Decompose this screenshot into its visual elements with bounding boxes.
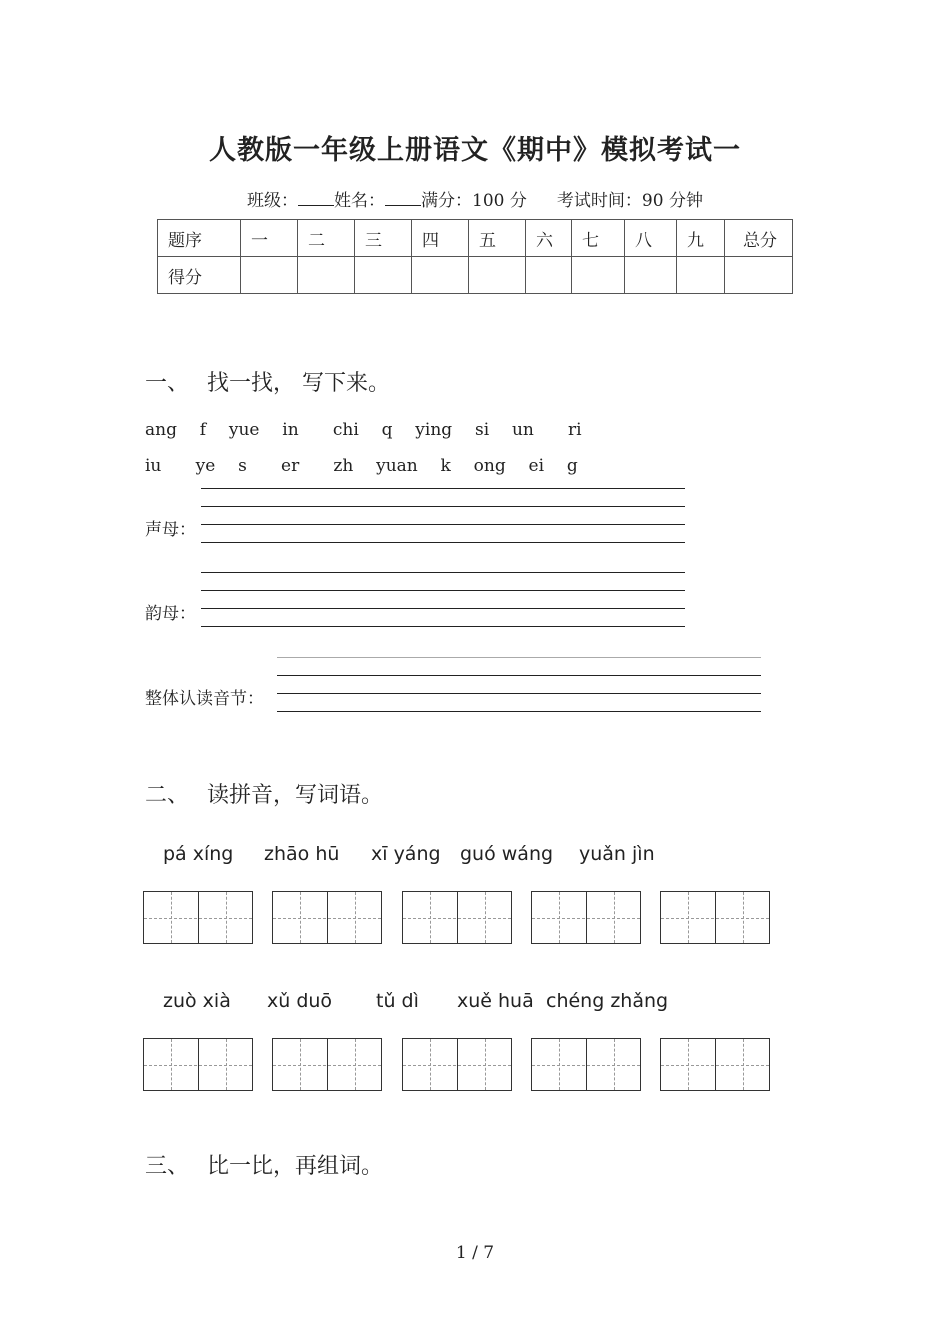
section-number: 三、 bbox=[145, 1154, 190, 1179]
score-cell[interactable] bbox=[469, 257, 526, 294]
pinyin-word: xī yáng bbox=[371, 843, 441, 865]
writing-box[interactable] bbox=[402, 891, 512, 944]
zhengti-label: 整体认读音节： bbox=[145, 689, 264, 709]
pinyin-word: chéng zhǎng bbox=[546, 990, 669, 1012]
pinyin-word: xuě huā bbox=[457, 990, 534, 1012]
class-blank[interactable] bbox=[298, 191, 334, 206]
score-table-header-row bbox=[158, 220, 793, 257]
exam-time: 考试时间：90 分钟 bbox=[556, 191, 703, 211]
table-cell: 五 bbox=[469, 220, 526, 257]
writing-box[interactable] bbox=[402, 1038, 512, 1091]
score-cell[interactable] bbox=[572, 257, 625, 294]
score-cell[interactable] bbox=[298, 257, 355, 294]
table-cell: 二 bbox=[298, 220, 355, 257]
answer-line[interactable] bbox=[201, 524, 685, 525]
writing-box[interactable] bbox=[660, 1038, 770, 1091]
exam-info bbox=[0, 186, 950, 211]
answer-line[interactable] bbox=[277, 657, 761, 658]
section-1-heading bbox=[145, 366, 390, 397]
answer-line[interactable] bbox=[201, 590, 685, 591]
name-label: 姓名： bbox=[334, 191, 386, 211]
answer-line[interactable] bbox=[277, 693, 761, 694]
section-3-heading bbox=[145, 1149, 383, 1180]
section-title: 比一比，再组词。 bbox=[207, 1154, 384, 1179]
answer-line[interactable] bbox=[277, 675, 761, 676]
table-cell: 七 bbox=[572, 220, 625, 257]
score-cell[interactable] bbox=[625, 257, 677, 294]
answer-line[interactable] bbox=[201, 488, 685, 489]
writing-box[interactable] bbox=[531, 1038, 641, 1091]
full-score: 满分：100 分 bbox=[421, 191, 527, 211]
table-cell: 九 bbox=[677, 220, 725, 257]
score-cell[interactable] bbox=[241, 257, 298, 294]
yunmu-label: 韵母： bbox=[145, 604, 196, 624]
class-label: 班级： bbox=[247, 191, 299, 211]
score-cell[interactable] bbox=[526, 257, 572, 294]
score-cell[interactable] bbox=[412, 257, 469, 294]
section-title: 读拼音，写词语。 bbox=[207, 783, 384, 808]
pinyin-line-2: iu ye s er zh yuan k ong ei g bbox=[145, 456, 578, 476]
table-cell: 八 bbox=[625, 220, 677, 257]
pinyin-line-1: ang f yue in chi q ying si un ri bbox=[145, 420, 582, 440]
score-cell[interactable] bbox=[677, 257, 725, 294]
pinyin-word: pá xíng bbox=[163, 843, 234, 865]
pinyin-word: tǔ dì bbox=[376, 990, 419, 1012]
pinyin-word: xǔ duō bbox=[267, 990, 333, 1012]
answer-line[interactable] bbox=[201, 626, 685, 627]
score-table bbox=[157, 219, 793, 294]
table-cell: 得分 bbox=[158, 257, 241, 294]
shengmu-label: 声母： bbox=[145, 520, 196, 540]
score-table-score-row bbox=[158, 257, 793, 294]
pinyin-word: yuǎn jìn bbox=[579, 843, 655, 865]
writing-box[interactable] bbox=[272, 1038, 382, 1091]
writing-box[interactable] bbox=[531, 891, 641, 944]
writing-box[interactable] bbox=[660, 891, 770, 944]
section-number: 一、 bbox=[145, 371, 190, 396]
answer-line[interactable] bbox=[201, 506, 685, 507]
answer-line[interactable] bbox=[201, 572, 685, 573]
writing-box[interactable] bbox=[143, 1038, 253, 1091]
answer-line[interactable] bbox=[277, 711, 761, 712]
pinyin-word: guó wáng bbox=[460, 843, 554, 865]
pinyin-word: zhāo hū bbox=[264, 843, 340, 865]
page-number: 1 / 7 bbox=[455, 1243, 495, 1263]
table-cell: 三 bbox=[355, 220, 412, 257]
page-title: 人教版一年级上册语文《期中》模拟考试一 bbox=[209, 135, 741, 166]
name-blank[interactable] bbox=[385, 191, 421, 206]
answer-line[interactable] bbox=[201, 608, 685, 609]
pinyin-word: zuò xià bbox=[163, 990, 231, 1012]
score-cell[interactable] bbox=[725, 257, 793, 294]
section-2-heading bbox=[145, 778, 383, 809]
table-cell: 四 bbox=[412, 220, 469, 257]
table-cell: 总分 bbox=[725, 220, 793, 257]
score-cell[interactable] bbox=[355, 257, 412, 294]
answer-line[interactable] bbox=[201, 542, 685, 543]
section-title: 找一找， 写下来。 bbox=[207, 371, 390, 396]
writing-box[interactable] bbox=[143, 891, 253, 944]
table-cell: 六 bbox=[526, 220, 572, 257]
section-number: 二、 bbox=[145, 783, 190, 808]
table-cell: 题序 bbox=[158, 220, 241, 257]
writing-box[interactable] bbox=[272, 891, 382, 944]
table-cell: 一 bbox=[241, 220, 298, 257]
